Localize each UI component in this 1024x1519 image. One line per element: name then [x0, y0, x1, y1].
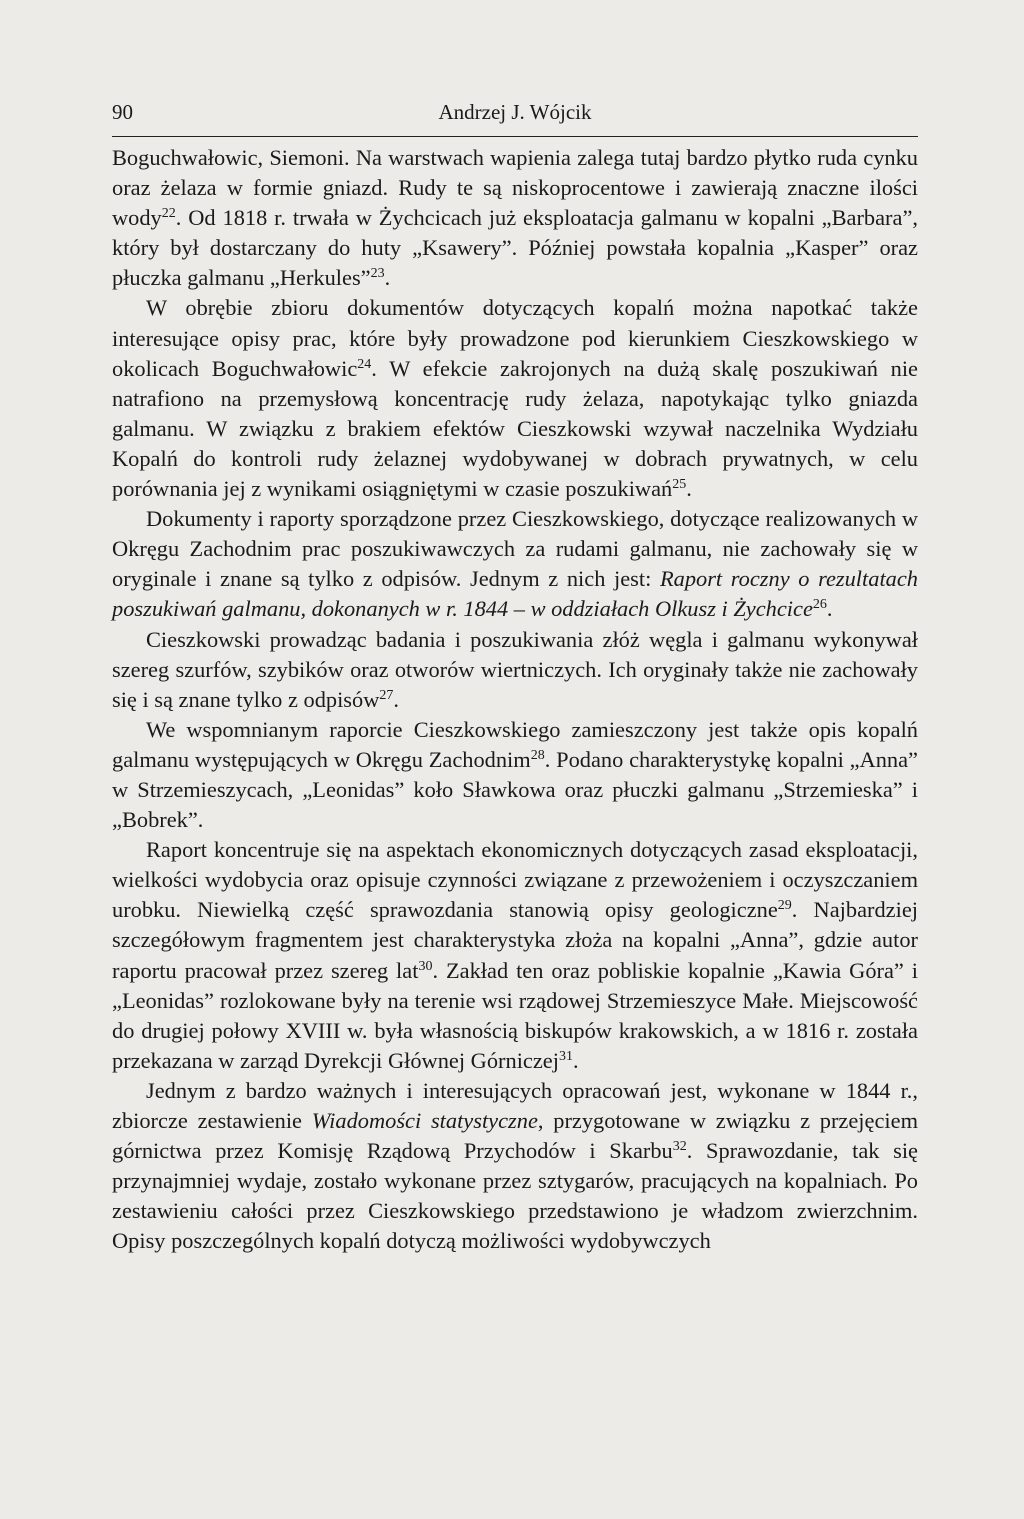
paragraph — [112, 1076, 918, 1257]
text-run: . Sprawozdanie, tak się przynajmniej wydaje, zostało wykonane przez sztygarów, pracujących na kopalniach. Po zestawieniu całości przez Cieszkowskiego przedstawiono je władzom zwierzchnim. Opisy poszczególnych kopalń dotyczą możliwości wydobywczych — [112, 1138, 918, 1254]
text-run: , przygotowane w związku z przejęciem górnictwa przez Komisję Rządową Przychodów i Skarbu — [112, 1108, 918, 1164]
body-text — [112, 143, 918, 1256]
italic-title: Wiadomości statystyczne — [311, 1108, 538, 1133]
footnote-ref: 26 — [812, 597, 827, 613]
text-run: . Najbardziej szczegółowym fragmentem jest charakterystyka złoża na kopalni „Anna”, gdzie autor raportu pracował przez szereg lat — [112, 897, 918, 983]
footnote-ref: 29 — [777, 898, 792, 914]
footnote-ref: 31 — [558, 1048, 573, 1064]
footnote-ref: 25 — [672, 477, 687, 493]
footnote-ref: 23 — [370, 266, 385, 282]
text-run: Jednym z bardzo ważnych i interesujących opracowań jest, wykonane w 1844 r., zbiorcze zestawienie — [112, 1077, 918, 1133]
paragraph — [112, 835, 918, 1076]
text-run: . — [572, 1047, 579, 1073]
text-run: W obrębie zbioru dokumentów dotyczących kopalń można napotkać także interesujące opisy prac, które były prowadzone pod kierunkiem Cieszkowskiego w okolicach Boguchwałowic — [112, 295, 918, 381]
paragraph — [112, 504, 918, 624]
text-run: . — [393, 686, 399, 712]
text-run: Dokumenty i raporty sporządzone przez Cieszkowskiego, dotyczące realizowanych w Okręgu Zachodnim prac poszukiwawczych za rudami galmanu, nie zachowały się w oryginale i znane są tylko z odpisów. Jednym z nich jest: — [112, 506, 918, 592]
running-head-author: Andrzej J. Wójcik — [438, 100, 592, 124]
footnote-ref: 24 — [357, 356, 372, 372]
text-run: . Od 1818 r. trwała w Żychcicach już eksploatacja galmanu w kopalni „Barbara”, który był dostarczany do huty „Ksawery”. Później powstała kopalnia „Kasper” oraz płuczka galmanu „Herkules” — [112, 205, 918, 291]
italic-title: Raport roczny o rezultatach poszukiwań galmanu, dokonanych w r. 1844 – w oddziałach Olkusz i Żychcice — [112, 566, 918, 622]
text-run: We wspomnianym raporcie Cieszkowskiego zamieszczony jest także opis kopalń galmanu występujących w Okręgu Zachodnim — [112, 716, 918, 772]
paragraph — [112, 143, 918, 293]
footnote-ref: 27 — [379, 687, 394, 703]
text-run: . — [384, 265, 391, 291]
running-header — [112, 100, 918, 137]
text-run: . — [686, 476, 692, 502]
footnote-ref: 22 — [161, 206, 176, 222]
text-run: Cieszkowski prowadząc badania i poszukiwania złóż węgla i galmanu wykonywał szereg szurfów, szybików oraz otworów wiertniczych. Ich oryginały także nie zachowały się i są znane tylko z odpisów — [112, 626, 918, 712]
paragraph — [112, 625, 918, 715]
footnote-ref: 28 — [530, 747, 545, 763]
text-run: . Podano charakterystykę kopalni „Anna” w Strzemieszycach, „Leonidas” koło Sławkowa oraz płuczki galmanu „Strzemieska” i „Bobrek”. — [112, 746, 918, 833]
text-run: . — [826, 596, 833, 622]
footnote-ref: 30 — [418, 958, 433, 974]
book-page — [112, 100, 918, 1256]
footnote-ref: 32 — [672, 1139, 687, 1155]
paragraph — [112, 715, 918, 835]
text-run: . Zakład ten oraz pobliskie kopalnie „Kawia Góra” i „Leonidas” rozlokowane były na terenie wsi rządowej Strzemieszyce Małe. Miejscowość do drugiej połowy XVIII w. była własnością biskupów krakowskich, a w 1816 r. została przekazana w zarząd Dyrekcji Głównej Górniczej — [112, 957, 919, 1073]
paragraph — [112, 293, 918, 504]
text-run: Raport koncentruje się na aspektach ekonomicznych dotyczących zasad eksploatacji, wielkości wydobycia oraz opisuje czynności związane z przewożeniem i oczyszczaniem urobku. Niewielką część sprawozdania stanowią opisy geologiczne — [112, 837, 918, 923]
text-run: . W efekcie zakrojonych na dużą skalę poszukiwań nie natrafiono na przemysłową koncentrację rudy żelaza, napotykając tylko gniazda galmanu. W związku z brakiem efektów Cieszkowski wzywał naczelnika Wydziału Kopalń do kontroli rudy żelaznej wydobywanej w dobrach prywatnych, w celu porównania jej z wynikami osiągniętymi w czasie poszukiwań — [112, 355, 918, 502]
text-run: Boguchwałowic, Siemoni. Na warstwach wapienia zalega tutaj bardzo płytko ruda cynku oraz żelaza w formie gniazd. Rudy te są niskoprocentowe i zawierają znaczne ilości wody — [112, 145, 918, 231]
page-number: 90 — [112, 100, 133, 124]
